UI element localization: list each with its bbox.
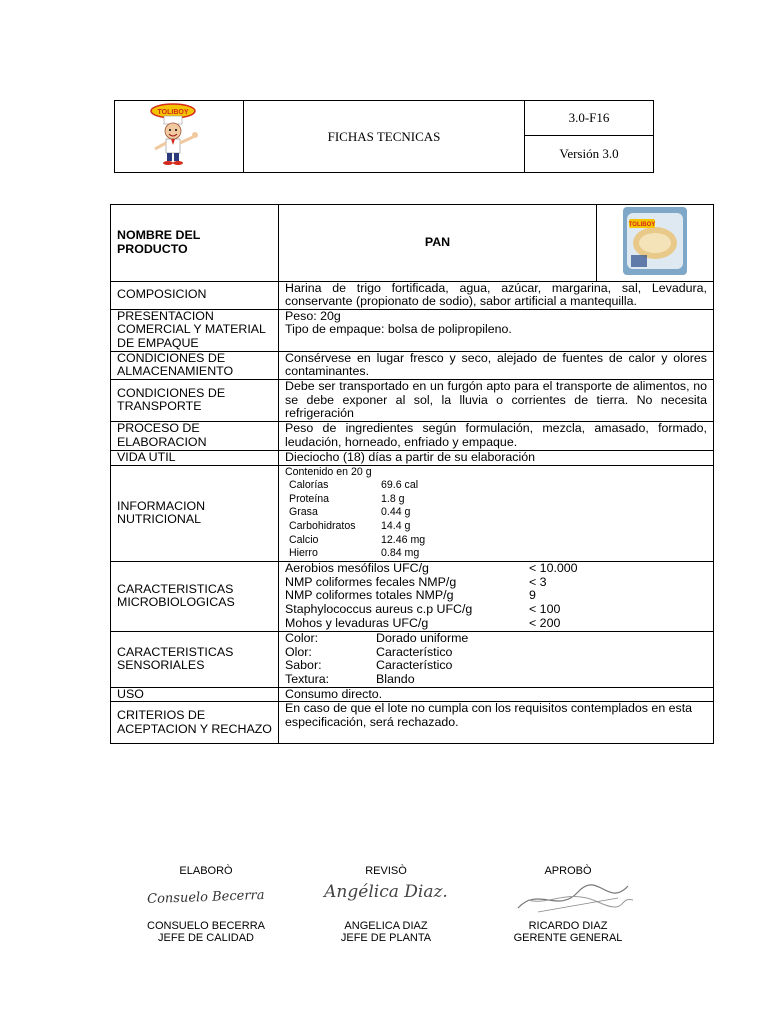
micro-row [285,589,707,603]
signature-name: ANGELICA DIAZ [344,919,428,932]
sensoriales-label: CARACTERISTICAS SENSORIALES [111,631,279,687]
nutricional-row [285,547,707,561]
product-name-value [279,205,597,282]
micro-name: NMP coliformes totales NMP/g [285,588,454,603]
svg-text:TOLIBOY: TOLIBOY [157,109,189,116]
document-version: Versión 3.0 [525,135,654,172]
signature-title: GERENTE GENERAL [513,932,623,944]
spec-table [110,204,714,744]
sensorial-value: Blando [376,671,415,686]
document-code: 3.0-F16 [525,101,654,136]
nutricional-label: INFORMACION NUTRICIONAL [111,465,279,561]
product-name-label: NOMBRE DEL PRODUCTO [111,205,279,282]
document-header [114,100,654,173]
criterios-value: En caso de que el lote no cumpla con los requisitos contemplados en esta especificación, será rechazado. [279,702,714,744]
nutrient-name: Calorías [289,479,329,492]
micro-value: < 3 [529,574,547,589]
sensorial-row [285,632,707,646]
proceso-value: Peso de ingredientes según formulación, mezcla, amasado, formado, leudación, horneado, enfriado y empaque. [279,421,714,450]
composicion-value: Harina de trigo fortificada, agua, azúcar, margarina, sal, Levadura, conservante (propionato de sodio), sabor artificial a mantequilla. [279,281,714,309]
microbiologicas-label: CARACTERISTICAS MICROBIOLOGICAS [111,561,279,631]
sensorial-row [285,659,707,673]
micro-row [285,603,707,617]
company-logo [147,101,211,167]
micro-value: < 200 [529,615,561,630]
micro-value: < 100 [529,602,561,617]
signature-role: REVISÒ [365,865,407,877]
nutricional-row [285,506,707,520]
signature-role: ELABORÒ [179,865,233,877]
document-title: FICHAS TECNICAS [244,101,525,173]
nutrient-value: 12.46 mg [381,533,426,546]
micro-row [285,576,707,590]
presentacion-value [279,309,714,351]
sensorial-value: Característico [376,644,453,659]
handwritten-signature: Angélica Diaz. [324,881,448,902]
criterios-label: CRITERIOS DE ACEPTACION Y RECHAZO [111,702,279,744]
sensorial-row [285,673,707,687]
micro-value: 9 [529,588,536,603]
signature-block-reviso [306,865,466,945]
sensorial-value: Característico [376,658,453,673]
presentacion-line-2: Tipo de empaque: bolsa de polipropileno. [285,322,512,337]
nutricional-value [279,465,714,561]
composicion-label: COMPOSICION [111,281,279,309]
nutrient-name: Carbohidratos [289,519,356,532]
nutrient-value: 1.8 g [381,492,405,505]
nutrient-name: Calcio [289,533,319,546]
nutricional-row [285,534,707,548]
micro-name: Mohos y levaduras UFC/g [285,615,429,630]
nutrient-value: 0.84 mg [381,547,420,560]
proceso-label: PROCESO DE ELABORACION [111,421,279,450]
product-package-image [619,205,691,277]
almacenamiento-value: Consérvese en lugar fresco y seco, alejado de fuentes de calor y olores contaminantes. [279,351,714,379]
signature-name: RICARDO DIAZ [528,919,608,932]
signature-block-aprobo [488,865,648,945]
micro-value: < 10.000 [529,561,578,576]
signature-block-elaboro [126,865,286,945]
handwritten-signature [498,878,638,920]
sensorial-value: Dorado uniforme [376,631,469,646]
sensoriales-value [279,631,714,687]
sensorial-name: Olor: [285,644,312,659]
almacenamiento-label: CONDICIONES DE ALMACENAMIENTO [111,351,279,379]
micro-row [285,617,707,631]
product-name-text: PAN [424,235,451,249]
signature-title: JEFE DE PLANTA [340,932,432,944]
sensorial-row [285,646,707,660]
nutricional-row [285,479,707,493]
micro-name: Staphylococcus aureus c.p UFC/g [285,602,473,617]
nutrient-name: Hierro [289,547,318,560]
micro-row [285,562,707,576]
nutrient-value: 69.6 cal [381,479,419,492]
nutricional-row [285,520,707,534]
presentacion-label: PRESENTACION COMERCIAL Y MATERIAL DE EMPAQUE [111,309,279,351]
micro-name: NMP coliformes fecales NMP/g [285,574,457,589]
logo-cell [115,101,244,173]
transporte-label: CONDICIONES DE TRANSPORTE [111,379,279,421]
micro-name: Aerobios mesófilos UFC/g [285,561,429,576]
nutrient-value: 0.44 g [381,506,411,519]
nutricional-heading: Contenido en 20 g [285,465,372,478]
nutrient-value: 14.4 g [381,519,411,532]
svg-text:TOLIBOY: TOLIBOY [628,222,656,228]
signature-name: CONSUELO BECERRA [147,919,265,932]
uso-label: USO [111,687,279,702]
signature-role: APROBÒ [544,865,592,877]
microbiologicas-value [279,561,714,631]
sensorial-name: Color: [285,631,319,646]
presentacion-line-1: Peso: 20g [285,308,341,323]
handwritten-signature: Consuelo Becerra [146,887,265,907]
nutrient-name: Proteína [289,492,330,505]
transporte-value: Debe ser transportado en un furgón apto para el transporte de alimentos, no se debe exponer al sol, la lluvia o corrientes de tierra. No necesita refrigeración [279,379,714,421]
sensorial-name: Sabor: [285,658,322,673]
uso-value: Consumo directo. [279,687,714,702]
vida-util-label: VIDA UTIL [111,450,279,465]
signature-title: JEFE DE CALIDAD [158,932,254,944]
nutricional-row [285,493,707,507]
sensorial-name: Textura: [285,671,330,686]
nutrient-name: Grasa [289,506,318,519]
vida-util-value: Dieciocho (18) días a partir de su elaboración [279,450,714,465]
product-photo-cell [597,205,714,282]
